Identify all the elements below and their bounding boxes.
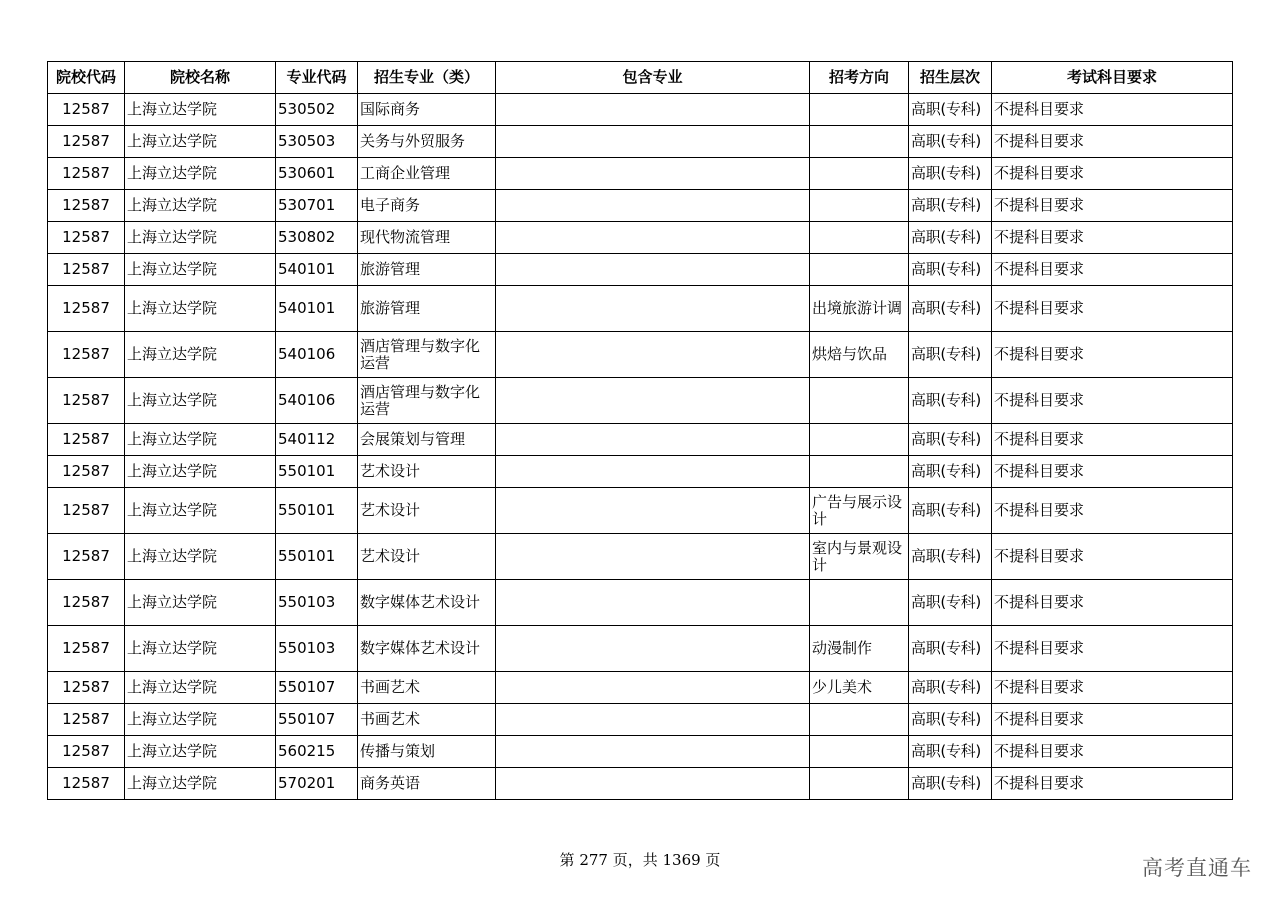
cell-requirement: 不提科目要求 bbox=[992, 222, 1233, 254]
cell-major-code: 550103 bbox=[276, 580, 358, 626]
cell-requirement: 不提科目要求 bbox=[992, 190, 1233, 222]
cell-school-code: 12587 bbox=[48, 254, 125, 286]
cell-school-name: 上海立达学院 bbox=[125, 626, 276, 672]
cell-school-code: 12587 bbox=[48, 488, 125, 534]
cell-major-code: 550101 bbox=[276, 488, 358, 534]
header-included-majors: 包含专业 bbox=[496, 62, 810, 94]
cell-direction bbox=[810, 424, 909, 456]
table-row bbox=[48, 332, 1233, 378]
header-school-name: 院校名称 bbox=[125, 62, 276, 94]
cell-school-code: 12587 bbox=[48, 286, 125, 332]
cell-direction bbox=[810, 736, 909, 768]
cell-school-code: 12587 bbox=[48, 768, 125, 800]
cell-major-code: 530503 bbox=[276, 126, 358, 158]
cell-requirement: 不提科目要求 bbox=[992, 488, 1233, 534]
cell-direction: 少儿美术 bbox=[810, 672, 909, 704]
table-row bbox=[48, 534, 1233, 580]
cell-level: 高职(专科) bbox=[909, 626, 992, 672]
cell-major: 国际商务 bbox=[358, 94, 496, 126]
cell-level: 高职(专科) bbox=[909, 456, 992, 488]
cell-level: 高职(专科) bbox=[909, 488, 992, 534]
cell-school-code: 12587 bbox=[48, 736, 125, 768]
table-row bbox=[48, 158, 1233, 190]
cell-direction bbox=[810, 254, 909, 286]
cell-included-majors bbox=[496, 768, 810, 800]
cell-major-code: 540101 bbox=[276, 254, 358, 286]
cell-major: 会展策划与管理 bbox=[358, 424, 496, 456]
cell-school-code: 12587 bbox=[48, 424, 125, 456]
cell-included-majors bbox=[496, 534, 810, 580]
cell-level: 高职(专科) bbox=[909, 424, 992, 456]
table-row bbox=[48, 424, 1233, 456]
cell-requirement: 不提科目要求 bbox=[992, 768, 1233, 800]
cell-requirement: 不提科目要求 bbox=[992, 626, 1233, 672]
table-row bbox=[48, 626, 1233, 672]
cell-school-name: 上海立达学院 bbox=[125, 254, 276, 286]
cell-direction bbox=[810, 456, 909, 488]
cell-major-code: 550107 bbox=[276, 672, 358, 704]
cell-level: 高职(专科) bbox=[909, 254, 992, 286]
cell-direction bbox=[810, 190, 909, 222]
cell-included-majors bbox=[496, 190, 810, 222]
cell-school-name: 上海立达学院 bbox=[125, 672, 276, 704]
cell-included-majors bbox=[496, 332, 810, 378]
cell-level: 高职(专科) bbox=[909, 126, 992, 158]
cell-school-code: 12587 bbox=[48, 126, 125, 158]
table-row bbox=[48, 286, 1233, 332]
cell-school-name: 上海立达学院 bbox=[125, 222, 276, 254]
cell-requirement: 不提科目要求 bbox=[992, 254, 1233, 286]
cell-school-name: 上海立达学院 bbox=[125, 768, 276, 800]
cell-school-name: 上海立达学院 bbox=[125, 534, 276, 580]
cell-included-majors bbox=[496, 580, 810, 626]
cell-level: 高职(专科) bbox=[909, 768, 992, 800]
cell-school-code: 12587 bbox=[48, 190, 125, 222]
cell-major-code: 560215 bbox=[276, 736, 358, 768]
cell-requirement: 不提科目要求 bbox=[992, 286, 1233, 332]
cell-direction bbox=[810, 580, 909, 626]
cell-school-name: 上海立达学院 bbox=[125, 94, 276, 126]
cell-level: 高职(专科) bbox=[909, 158, 992, 190]
cell-major: 艺术设计 bbox=[358, 534, 496, 580]
cell-school-code: 12587 bbox=[48, 378, 125, 424]
cell-school-name: 上海立达学院 bbox=[125, 286, 276, 332]
cell-major: 数字媒体艺术设计 bbox=[358, 626, 496, 672]
cell-direction bbox=[810, 378, 909, 424]
cell-major-code: 530802 bbox=[276, 222, 358, 254]
cell-major-code: 570201 bbox=[276, 768, 358, 800]
cell-major-code: 540106 bbox=[276, 378, 358, 424]
cell-direction bbox=[810, 158, 909, 190]
cell-direction bbox=[810, 704, 909, 736]
cell-major-code: 540106 bbox=[276, 332, 358, 378]
table-row bbox=[48, 378, 1233, 424]
header-direction: 招考方向 bbox=[810, 62, 909, 94]
cell-school-code: 12587 bbox=[48, 222, 125, 254]
header-school-code: 院校代码 bbox=[48, 62, 125, 94]
cell-level: 高职(专科) bbox=[909, 286, 992, 332]
cell-school-name: 上海立达学院 bbox=[125, 736, 276, 768]
cell-major: 艺术设计 bbox=[358, 456, 496, 488]
cell-major: 商务英语 bbox=[358, 768, 496, 800]
cell-major: 传播与策划 bbox=[358, 736, 496, 768]
cell-included-majors bbox=[496, 126, 810, 158]
cell-direction: 出境旅游计调 bbox=[810, 286, 909, 332]
cell-included-majors bbox=[496, 424, 810, 456]
cell-school-name: 上海立达学院 bbox=[125, 378, 276, 424]
cell-included-majors bbox=[496, 672, 810, 704]
cell-level: 高职(专科) bbox=[909, 534, 992, 580]
cell-included-majors bbox=[496, 736, 810, 768]
cell-school-code: 12587 bbox=[48, 580, 125, 626]
cell-included-majors bbox=[496, 626, 810, 672]
cell-major: 书画艺术 bbox=[358, 672, 496, 704]
header-major-code: 专业代码 bbox=[276, 62, 358, 94]
cell-major: 书画艺术 bbox=[358, 704, 496, 736]
cell-direction bbox=[810, 126, 909, 158]
table-header-row bbox=[48, 62, 1233, 94]
cell-requirement: 不提科目要求 bbox=[992, 94, 1233, 126]
table-row bbox=[48, 254, 1233, 286]
cell-school-name: 上海立达学院 bbox=[125, 158, 276, 190]
cell-direction bbox=[810, 768, 909, 800]
cell-major: 数字媒体艺术设计 bbox=[358, 580, 496, 626]
cell-major-code: 550103 bbox=[276, 626, 358, 672]
cell-requirement: 不提科目要求 bbox=[992, 378, 1233, 424]
cell-direction bbox=[810, 94, 909, 126]
cell-school-name: 上海立达学院 bbox=[125, 332, 276, 378]
cell-requirement: 不提科目要求 bbox=[992, 424, 1233, 456]
header-requirement: 考试科目要求 bbox=[992, 62, 1233, 94]
cell-included-majors bbox=[496, 378, 810, 424]
table-row bbox=[48, 456, 1233, 488]
cell-level: 高职(专科) bbox=[909, 672, 992, 704]
table-body bbox=[48, 94, 1233, 800]
cell-major: 关务与外贸服务 bbox=[358, 126, 496, 158]
cell-requirement: 不提科目要求 bbox=[992, 158, 1233, 190]
cell-school-code: 12587 bbox=[48, 704, 125, 736]
header-major: 招生专业（类） bbox=[358, 62, 496, 94]
cell-direction bbox=[810, 222, 909, 254]
cell-included-majors bbox=[496, 488, 810, 534]
cell-level: 高职(专科) bbox=[909, 94, 992, 126]
table-row bbox=[48, 672, 1233, 704]
cell-school-code: 12587 bbox=[48, 534, 125, 580]
cell-major: 酒店管理与数字化运营 bbox=[358, 332, 496, 378]
cell-level: 高职(专科) bbox=[909, 190, 992, 222]
cell-requirement: 不提科目要求 bbox=[992, 332, 1233, 378]
cell-requirement: 不提科目要求 bbox=[992, 534, 1233, 580]
page-number: 第 277 页，共 1369 页 bbox=[559, 851, 721, 869]
cell-school-code: 12587 bbox=[48, 94, 125, 126]
cell-included-majors bbox=[496, 158, 810, 190]
cell-school-name: 上海立达学院 bbox=[125, 424, 276, 456]
cell-included-majors bbox=[496, 456, 810, 488]
cell-included-majors bbox=[496, 286, 810, 332]
cell-requirement: 不提科目要求 bbox=[992, 672, 1233, 704]
cell-requirement: 不提科目要求 bbox=[992, 736, 1233, 768]
cell-school-name: 上海立达学院 bbox=[125, 456, 276, 488]
cell-major: 工商企业管理 bbox=[358, 158, 496, 190]
table-row bbox=[48, 94, 1233, 126]
cell-major-code: 540112 bbox=[276, 424, 358, 456]
cell-direction: 室内与景观设计 bbox=[810, 534, 909, 580]
cell-included-majors bbox=[496, 222, 810, 254]
cell-level: 高职(专科) bbox=[909, 332, 992, 378]
cell-major: 酒店管理与数字化运营 bbox=[358, 378, 496, 424]
cell-level: 高职(专科) bbox=[909, 378, 992, 424]
cell-school-name: 上海立达学院 bbox=[125, 580, 276, 626]
cell-direction: 烘焙与饮品 bbox=[810, 332, 909, 378]
cell-major-code: 530701 bbox=[276, 190, 358, 222]
cell-included-majors bbox=[496, 94, 810, 126]
cell-school-code: 12587 bbox=[48, 672, 125, 704]
cell-level: 高职(专科) bbox=[909, 222, 992, 254]
table-row bbox=[48, 126, 1233, 158]
cell-major: 现代物流管理 bbox=[358, 222, 496, 254]
cell-school-code: 12587 bbox=[48, 158, 125, 190]
cell-requirement: 不提科目要求 bbox=[992, 580, 1233, 626]
cell-major-code: 530601 bbox=[276, 158, 358, 190]
cell-level: 高职(专科) bbox=[909, 580, 992, 626]
cell-school-name: 上海立达学院 bbox=[125, 190, 276, 222]
cell-included-majors bbox=[496, 704, 810, 736]
header-level: 招生层次 bbox=[909, 62, 992, 94]
table-row bbox=[48, 190, 1233, 222]
cell-requirement: 不提科目要求 bbox=[992, 126, 1233, 158]
cell-major-code: 530502 bbox=[276, 94, 358, 126]
table-row bbox=[48, 736, 1233, 768]
cell-school-name: 上海立达学院 bbox=[125, 704, 276, 736]
cell-major-code: 550101 bbox=[276, 534, 358, 580]
cell-direction: 动漫制作 bbox=[810, 626, 909, 672]
cell-direction: 广告与展示设计 bbox=[810, 488, 909, 534]
cell-included-majors bbox=[496, 254, 810, 286]
cell-major: 电子商务 bbox=[358, 190, 496, 222]
table-row bbox=[48, 768, 1233, 800]
cell-level: 高职(专科) bbox=[909, 736, 992, 768]
cell-school-code: 12587 bbox=[48, 456, 125, 488]
table-row bbox=[48, 704, 1233, 736]
table-row bbox=[48, 488, 1233, 534]
cell-major: 旅游管理 bbox=[358, 254, 496, 286]
cell-school-name: 上海立达学院 bbox=[125, 488, 276, 534]
watermark-text: 高考直通车 bbox=[1142, 856, 1252, 880]
cell-major-code: 550101 bbox=[276, 456, 358, 488]
table-row bbox=[48, 580, 1233, 626]
cell-major-code: 540101 bbox=[276, 286, 358, 332]
enrollment-table bbox=[47, 61, 1233, 800]
cell-school-code: 12587 bbox=[48, 332, 125, 378]
table-row bbox=[48, 222, 1233, 254]
cell-major-code: 550107 bbox=[276, 704, 358, 736]
cell-requirement: 不提科目要求 bbox=[992, 456, 1233, 488]
cell-school-name: 上海立达学院 bbox=[125, 126, 276, 158]
cell-level: 高职(专科) bbox=[909, 704, 992, 736]
cell-school-code: 12587 bbox=[48, 626, 125, 672]
cell-requirement: 不提科目要求 bbox=[992, 704, 1233, 736]
cell-major: 旅游管理 bbox=[358, 286, 496, 332]
cell-major: 艺术设计 bbox=[358, 488, 496, 534]
